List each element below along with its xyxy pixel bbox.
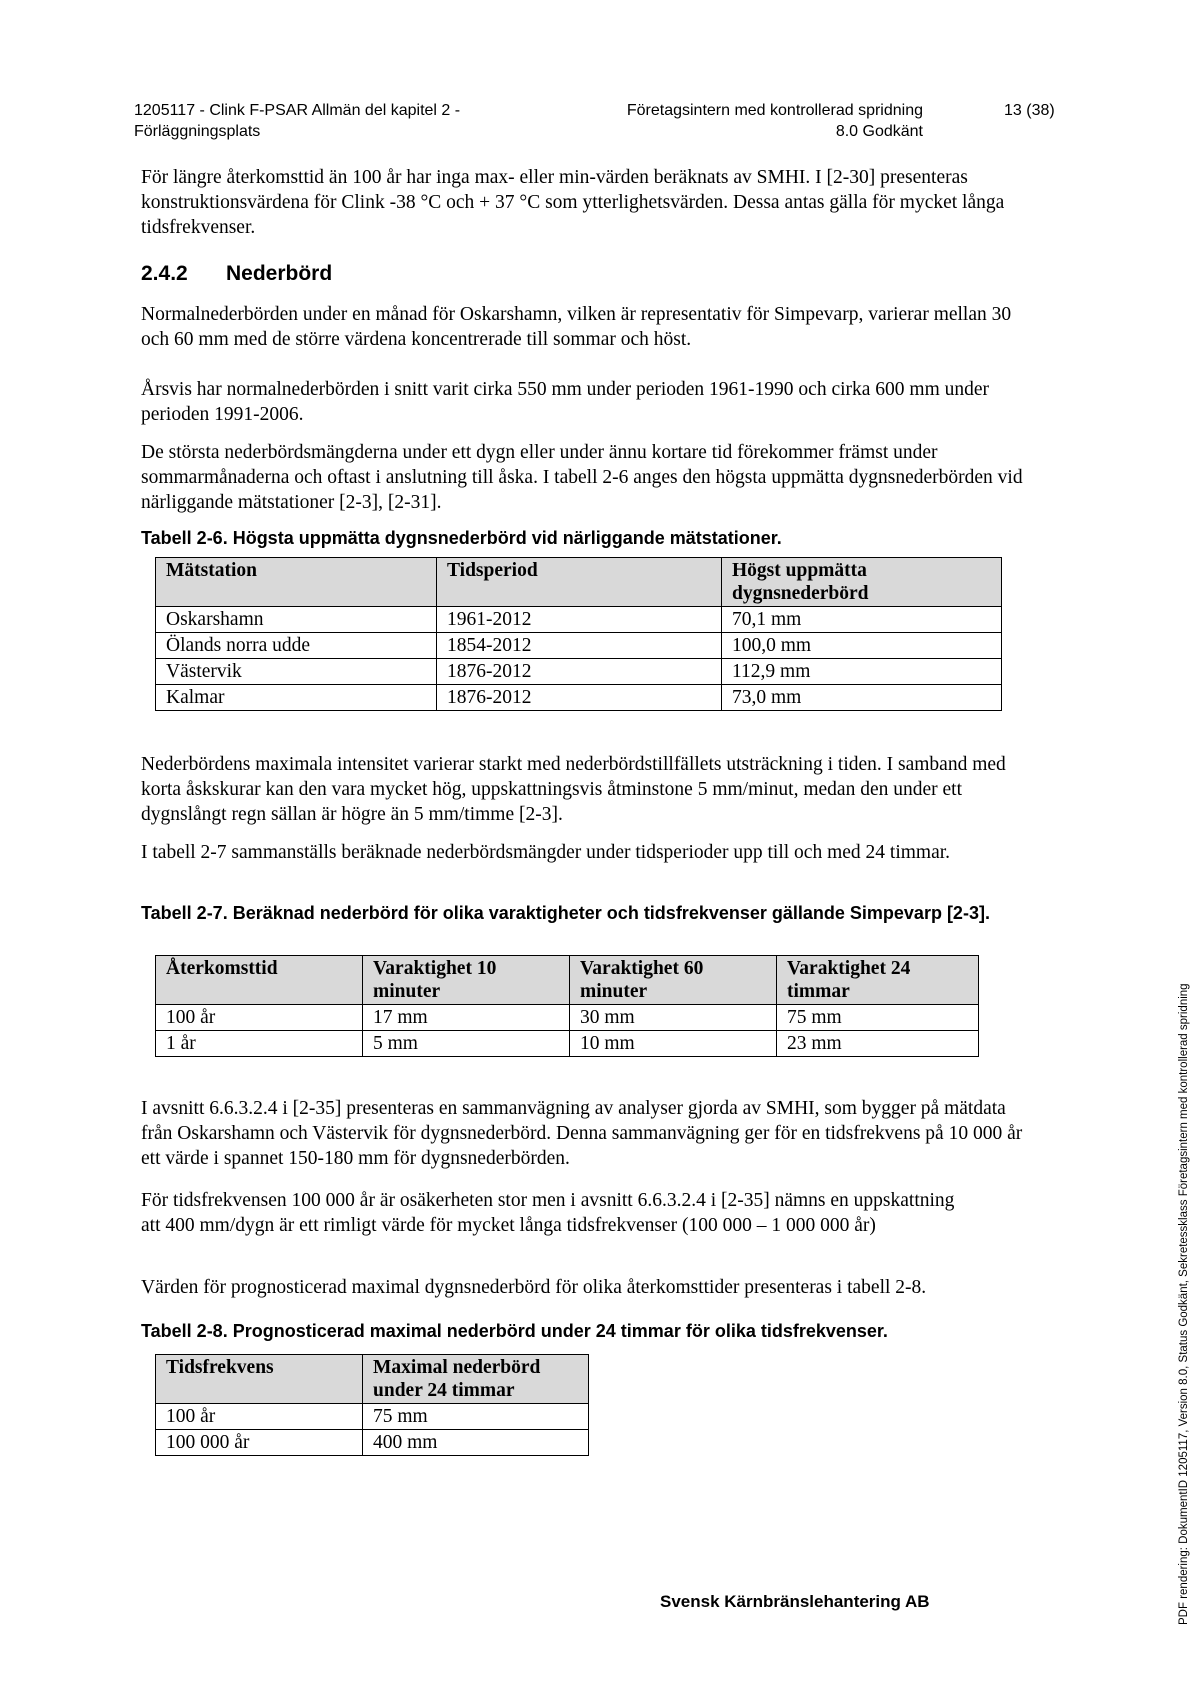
table-2-7 [155,955,979,1057]
header-classification-block [588,100,923,142]
table-cell: 75 mm [363,1404,589,1430]
table-header-cell: Varaktighet 10 minuter [363,956,570,1005]
table-2-7-caption: Tabell 2-7. Beräknad nederbörd för olika varaktigheter och tidsfrekvenser gällande Simpevarp [2-3]. [141,903,990,923]
table-cell: 1876-2012 [437,685,722,711]
paragraph-table-2-8-intro: Värden för prognosticerad maximal dygnsnederbörd för olika återkomsttider presenteras i tabell 2-8. [141,1277,927,1298]
header-doc-title [134,100,460,142]
table-cell: 75 mm [777,1005,979,1031]
paragraph-normal-precip: Normalnederbörden under en månad för Oskarshamn, vilken är representativ för Simpevarp, varierar mellan 30 och 60 mm med de större värdena koncentrerade till sommar och höst. [141,304,1012,350]
table-cell: 100 000 år [156,1430,363,1456]
header-doc-id-title: 1205117 - Clink F-PSAR Allmän del kapitel 2 - [134,102,461,119]
table-cell: Oskarshamn [156,607,437,633]
paragraph-max-intensity: Nederbördens maximala intensitet varierar starkt med nederbördstillfällets utsträckning i tiden. I samband med korta åskskurar kan den vara mycket hög, uppskattningsvis åtminstone 5 mm/minut, medan den under ett dygnslångt regn sällan är högre än 5 mm/timme [2-3]. [141,754,1006,825]
table-header-row [156,558,1002,607]
table-cell: 30 mm [570,1005,777,1031]
paragraph-annual-precip: Årsvis har normalnederbörden i snitt varit cirka 550 mm under perioden 1961-1990 och cirka 600 mm under perioden 1991-2006. [141,379,990,425]
table-cell: 100 år [156,1005,363,1031]
table-row [156,685,1002,711]
table-header-cell: Mätstation [156,558,437,607]
table-cell: 112,9 mm [722,659,1002,685]
table-cell: 1 år [156,1031,363,1057]
paragraph-table-2-7-intro: I tabell 2-7 sammanställs beräknade nederbördsmängder under tidsperioder upp till och med 24 timmar. [141,842,951,863]
table-header-cell: Maximal nederbörd under 24 timmar [363,1355,589,1404]
table-cell: Kalmar [156,685,437,711]
table-header-cell: Högst uppmätta dygnsnederbörd [722,558,1002,607]
table-cell: 70,1 mm [722,607,1002,633]
intro-paragraph: För längre återkomsttid än 100 år har inga max- eller min-värden beräknats av SMHI. I [2-30] presenteras konstruktionsvärdena för Clink -38 °C och + 37 °C som ytterlighetsvärden. Dessa antas gälla för mycket långa tidsfrekvenser. [141,167,1005,238]
table-row [156,1031,979,1057]
table-cell: 100 år [156,1404,363,1430]
table-cell: 400 mm [363,1430,589,1456]
table-2-6-caption: Tabell 2-6. Högsta uppmätta dygnsnederbörd vid närliggande mätstationer. [141,528,782,548]
table-cell: 1854-2012 [437,633,722,659]
footer-company: Svensk Kärnbränslehantering AB [660,1592,930,1611]
table-header-row [156,1355,589,1404]
table-header-row [156,956,979,1005]
table-cell: Ölands norra udde [156,633,437,659]
table-cell: 1876-2012 [437,659,722,685]
table-cell: 100,0 mm [722,633,1002,659]
table-header-cell: Återkomsttid [156,956,363,1005]
header-classification: Företagsintern med kontrollerad spridning [626,102,923,119]
table-header-cell: Varaktighet 60 minuter [570,956,777,1005]
table-row [156,1005,979,1031]
table-cell: 73,0 mm [722,685,1002,711]
table-row [156,659,1002,685]
table-header-cell: Tidsfrekvens [156,1355,363,1404]
table-cell: 23 mm [777,1031,979,1057]
header-doc-subtitle: Förläggningsplats [134,123,261,140]
header-version-status: 8.0 Godkänt [835,123,923,140]
table-cell: 10 mm [570,1031,777,1057]
table-header-cell: Tidsperiod [437,558,722,607]
header-page-number: 13 (38) [1004,102,1055,119]
side-rendering-note: PDF rendering: DokumentID 1205117, Version 8.0, Status Godkänt, Sekretessklass Företagsintern med kontrollerad spridning [1178,983,1190,1625]
table-2-6 [155,557,1002,711]
table-row [156,607,1002,633]
table-2-8-caption: Tabell 2-8. Prognosticerad maximal nederbörd under 24 timmar för olika tidsfrekvenser. [141,1321,888,1341]
table-row [156,1430,589,1456]
table-header-cell: Varaktighet 24 timmar [777,956,979,1005]
paragraph-uncertainty: För tidsfrekvensen 100 000 år är osäkerheten stor men i avsnitt 6.6.3.2.4 i [2-35] nämns en uppskattning att 400 mm/dygn är ett rimligt värde för mycket långa tidsfrekvenser (100 000 – 1 000 000 år) [141,1190,955,1236]
table-2-8 [155,1354,589,1456]
section-title: Nederbörd [226,262,333,285]
table-cell: 1961-2012 [437,607,722,633]
table-cell: 17 mm [363,1005,570,1031]
table-cell: Västervik [156,659,437,685]
table-row [156,633,1002,659]
section-number: 2.4.2 [141,262,188,285]
paragraph-largest-amounts: De största nederbördsmängderna under ett dygn eller under ännu kortare tid förekommer främst under sommarmånaderna och oftast i anslutning till åska. I tabell 2-6 anges den högsta uppmätta dygnsnederbörden vid närliggande mätstationer [2-3], [2-31]. [141,442,1023,513]
table-row [156,1404,589,1430]
paragraph-smhi-analysis: I avsnitt 6.6.3.2.4 i [2-35] presenteras en sammanvägning av analyser gjorda av SMHI, som bygger på mätdata från Oskarshamn och Västervik för dygnsnederbörd. Denna sammanvägning ger för en tidsfrekvens på 10 000 år ett värde i spannet 150-180 mm för dygnsnederbörden. [141,1098,1023,1169]
section-heading [141,262,332,286]
table-cell: 5 mm [363,1031,570,1057]
